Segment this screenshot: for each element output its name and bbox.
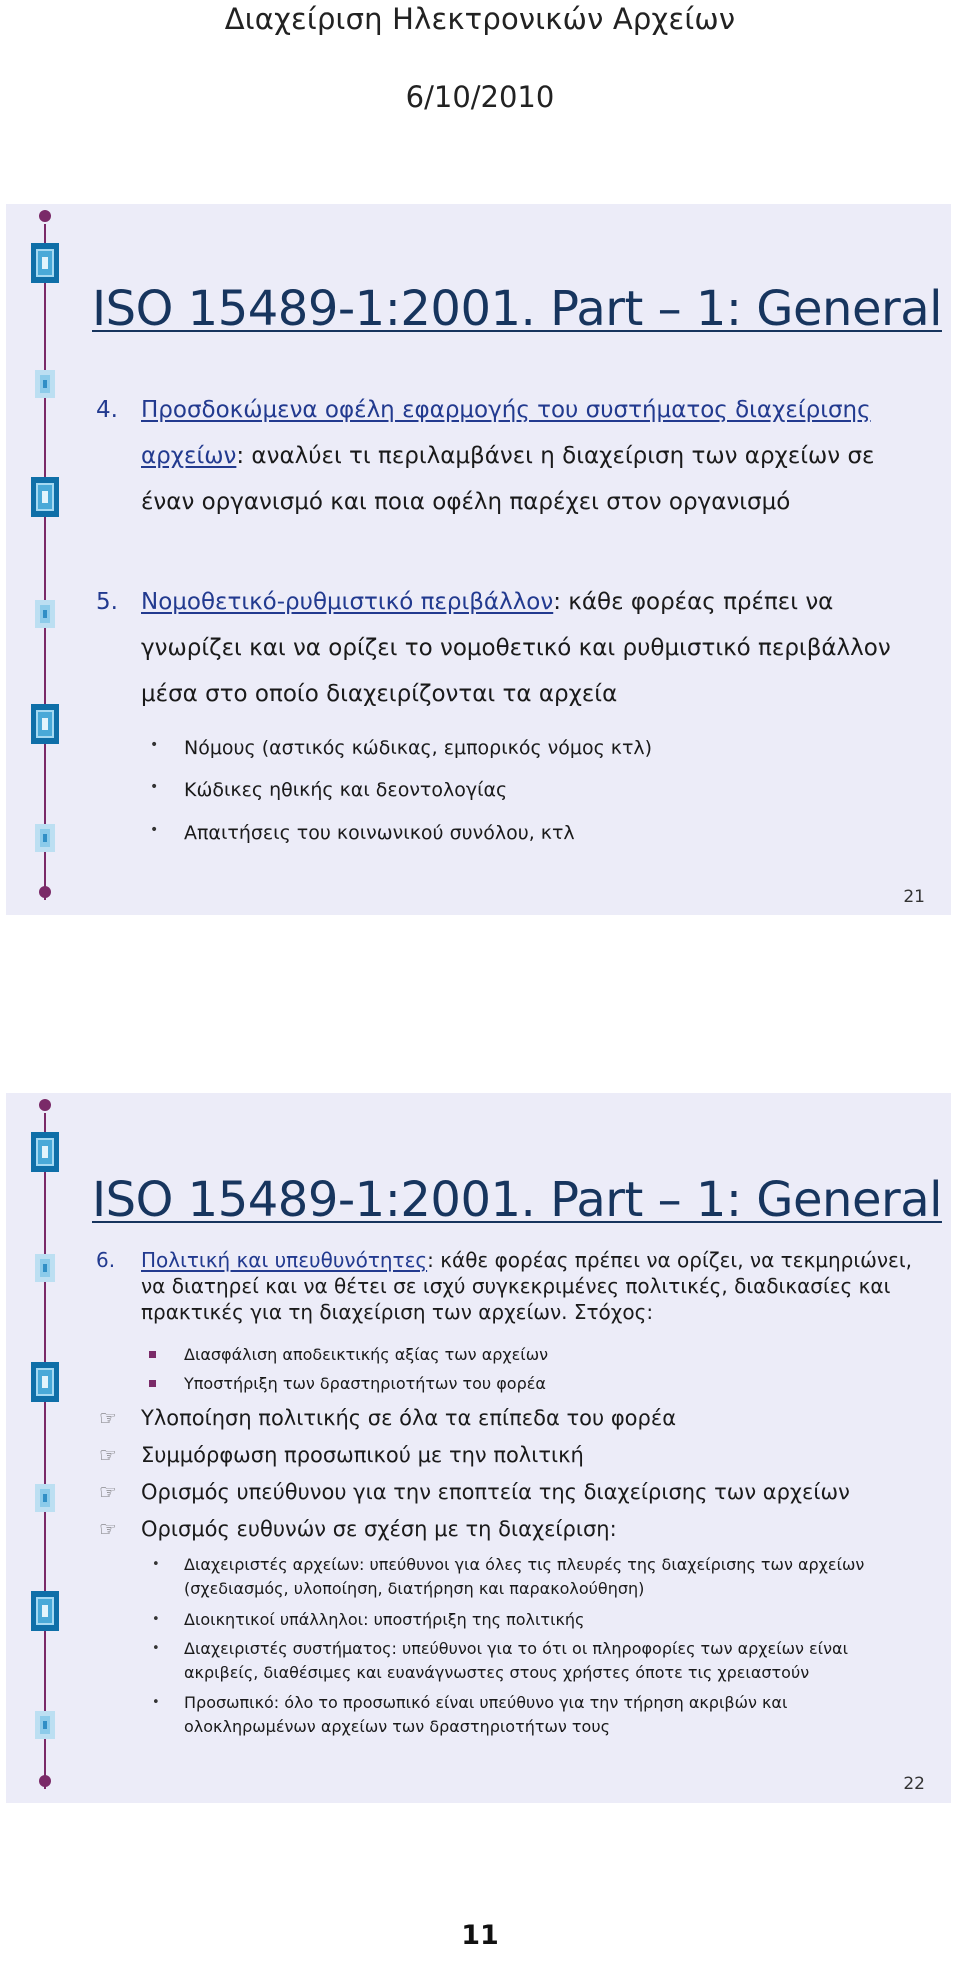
document-date: 6/10/2010 (405, 80, 555, 114)
goal-item: Υποστήριξη των δραστηριοτήτων του φορέα (184, 1374, 546, 1393)
point-item (99, 1406, 677, 1430)
ornament-tile-icon (31, 1591, 59, 1631)
pointing-hand-icon: ☞ (99, 1480, 117, 1504)
document-page-number: 11 (461, 1920, 499, 1951)
ornament-tile-icon (35, 1711, 55, 1739)
item-term: Πολιτική και υπευθυνότητες (141, 1248, 428, 1272)
ornament-tile-icon (31, 477, 59, 517)
item-term: Νομοθετικό-ρυθμιστικό περιβάλλον (141, 589, 554, 615)
ornament-tile-icon (35, 1254, 55, 1282)
ornament-tile-icon (35, 1484, 55, 1512)
point-text: Συμμόρφωση προσωπικού με την πολιτική (141, 1443, 584, 1467)
point-text: Ορισμός υπεύθυνου για την εποπτεία της διαχείρισης των αρχείων (141, 1480, 850, 1504)
responsibility-item: • Διαχειριστές συστήματος: υπεύθυνοι για το ότι οι πληροφορίες των αρχείων είναι ακριβείς, διαθέσιμες και ευανάγνωστες στους χρήστες όποτε τις χρειαστούν (184, 1637, 924, 1685)
item-term: Προσδοκώμενα οφέλη εφαρμογής του συστήματος διαχείρισης αρχείων (141, 397, 871, 469)
slide-page-number: 21 (903, 887, 925, 907)
ornament-tile-icon (35, 370, 55, 398)
point-text: Ορισμός ευθυνών σε σχέση με τη διαχείριση: (141, 1517, 617, 1541)
item-number: 6. (96, 1248, 116, 1272)
item-text: : αναλύει τι περιλαμβάνει η διαχείριση των αρχείων σε έναν οργανισμό και ποια οφέλη παρέχει στον οργανισμό (141, 443, 875, 515)
responsibility-item: • Διαχειριστές αρχείων: υπεύθυνοι για όλες τις πλευρές της διαχείρισης των αρχείων (σχεδιασμός, υλοποίηση, διατήρηση και παρακολούθηση) (184, 1553, 924, 1601)
slide-title: ISO 15489-1:2001. Part – 1: General (92, 281, 942, 337)
ornament-dot-icon (39, 886, 51, 898)
responsibility-item: • Διοικητικοί υπάλληλοι: υποστήριξη της πολιτικής (184, 1608, 924, 1632)
ornament-tile-icon (35, 824, 55, 852)
pointing-hand-icon: ☞ (99, 1517, 117, 1541)
point-item (99, 1443, 584, 1467)
item-text: : κάθε φορέας πρέπει να ορίζει, να τεκμηριώνει, να διατηρεί και να θέτει σε ισχύ συγκεκριμένες πολιτικές, διαδικασίες και πρακτικές για τη διαχείριση των αρχείων. Στόχος: (141, 1248, 912, 1324)
responsibility-item: • Προσωπικό: όλο το προσωπικό είναι υπεύθυνο για την τήρηση ακριβών και ολοκληρωμένων αρχείων των δραστηριοτήτων τους (184, 1691, 924, 1739)
goal-item: Διασφάλιση αποδεικτικής αξίας των αρχείων (184, 1345, 549, 1364)
slide-22 (6, 1093, 951, 1803)
document-title: Διαχείριση Ηλεκτρονικών Αρχείων (224, 2, 736, 36)
point-item (99, 1517, 617, 1541)
list-item: • Απαιτήσεις του κοινωνικού συνόλου, κτλ (184, 822, 575, 844)
slide-ornament (19, 1099, 71, 1789)
ornament-tile-icon (31, 1362, 59, 1402)
list-item: • Νόμους (αστικός κώδικας, εμπορικός νόμος κτλ) (184, 737, 652, 759)
slide-title: ISO 15489-1:2001. Part – 1: General (92, 1172, 942, 1228)
item-number: 4. (96, 397, 118, 423)
slide-page-number: 22 (903, 1774, 925, 1794)
item-text: : κάθε φορέας πρέπει να γνωρίζει και να ορίζει το νομοθετικό και ρυθμιστικό περιβάλλον μέσα στο οποίο διαχειρίζονται τα αρχεία (141, 589, 891, 707)
item-number: 5. (96, 589, 118, 615)
pointing-hand-icon: ☞ (99, 1406, 117, 1430)
ornament-dot-icon (39, 210, 51, 222)
ornament-dot-icon (39, 1099, 51, 1111)
list-item: • Κώδικες ηθικής και δεοντολογίας (184, 779, 507, 801)
slide-ornament (19, 210, 71, 900)
point-text: Υλοποίηση πολιτικής σε όλα τα επίπεδα του φορέα (141, 1406, 677, 1430)
ornament-tile-icon (31, 704, 59, 744)
slide-21 (6, 204, 951, 915)
ornament-tile-icon (35, 600, 55, 628)
point-item (99, 1480, 850, 1504)
ornament-tile-icon (31, 1132, 59, 1172)
ornament-tile-icon (31, 243, 59, 283)
pointing-hand-icon: ☞ (99, 1443, 117, 1467)
ornament-dot-icon (39, 1775, 51, 1787)
